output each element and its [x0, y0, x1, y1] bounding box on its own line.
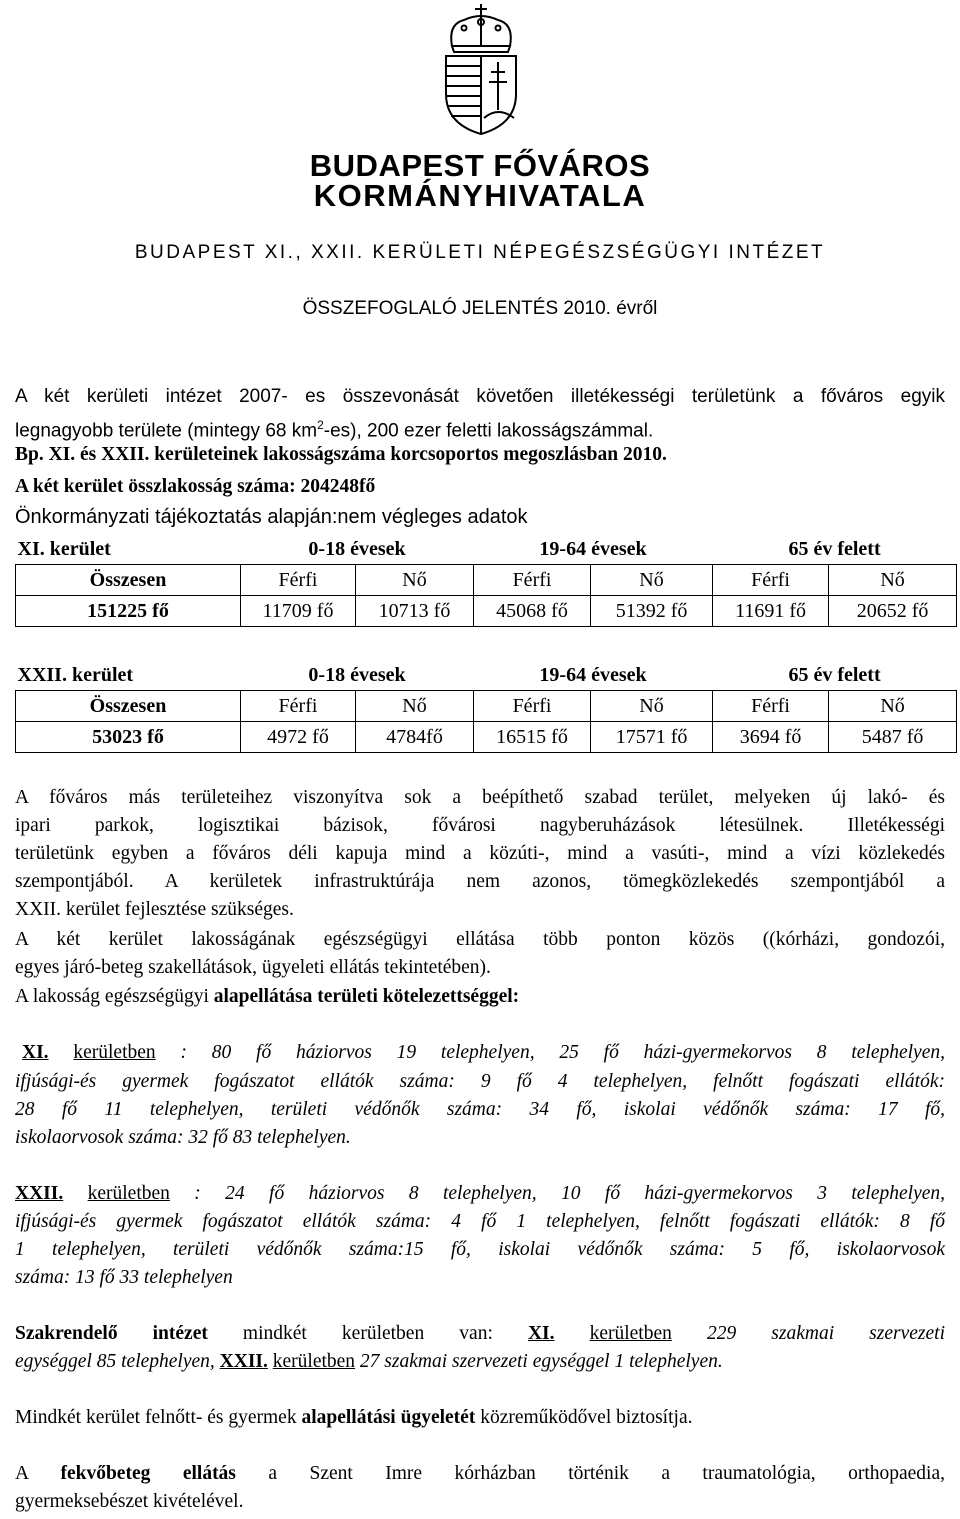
value-cell: 4784fő	[356, 722, 474, 753]
value-cell: 4972 fő	[241, 722, 356, 753]
value-cell: 10713 fő	[356, 596, 474, 627]
inpatient-line-2: gyermeksebészet kivételével.	[15, 1491, 244, 1512]
paragraph-line: egyes járó-beteg szakellátások, ügyeleti ellátás tekintetében).	[15, 957, 491, 978]
total-cell: 53023 fő	[16, 722, 241, 753]
primary-care-heading-a: A lakosság egészségügyi	[15, 986, 214, 1007]
superscript-2: 2	[317, 418, 324, 432]
total-label: Összesen	[16, 691, 241, 722]
table-header-row	[16, 534, 957, 565]
paragraph-line: A főváros más területeihez viszonyítva sok a beépíthető szabad terület, melyeken új lakó- és	[15, 787, 945, 808]
table-header-row	[16, 660, 957, 691]
report-title: ÖSSZEFOGLALÓ JELENTÉS 2010. évről	[302, 298, 658, 319]
paragraph-line: ipari parkok, logisztikai bázisok, fővárosi nagyberuházások létesülnek. Illetékességi	[15, 815, 945, 836]
value-cell: 51392 fő	[591, 596, 713, 627]
paragraph-line: szempontjából. A kerületek infrastruktúrája nem azonos, tömegközlekedés szempontjából a	[15, 871, 945, 892]
xxii-text: : 24 fő háziorvos 8 telephelyen, 10 fő házi-gyermekorvos 3 telephelyen,	[194, 1183, 945, 1204]
sex-header: Férfi	[713, 691, 829, 722]
sex-header: Nő	[829, 691, 957, 722]
age-group-header: 0-18 évesek	[241, 534, 474, 565]
outpatient-line-1	[15, 1320, 945, 1348]
inpatient-bold: fekvőbeteg ellátás	[60, 1463, 236, 1484]
org-name-line2: KORMÁNYHIVATALA	[313, 178, 647, 213]
sex-header: Nő	[591, 565, 713, 596]
xxii-district-link: kerületben	[272, 1351, 356, 1372]
xxii-line: 1 telephelyen, területi védőnők száma:15 fő, iskolai védőnők száma: 5 fő, iskolaorvosok	[15, 1239, 945, 1260]
population-heading: Bp. XI. és XXII. kerületeinek lakosságszáma korcsoportos megoszlásban 2010.	[15, 444, 667, 465]
outpatient-line-2	[15, 1348, 945, 1376]
xi-line: 28 fő 11 telephelyen, területi védőnők száma: 34 fő, iskolai védőnők száma: 17 fő,	[15, 1099, 945, 1120]
sex-header: Nő	[356, 565, 474, 596]
data-note: Önkormányzati tájékoztatás alapján:nem végleges adatok	[15, 506, 528, 528]
xi-label: XI.	[22, 1042, 49, 1063]
institute-title: BUDAPEST XI., XXII. KERÜLETI NÉPEGÉSZSÉGÜGYI INTÉZET	[134, 242, 826, 263]
district-label: XI. kerület	[16, 534, 241, 565]
age-group-header: 0-18 évesek	[241, 660, 474, 691]
value-cell: 17571 fő	[591, 722, 713, 753]
value-cell: 5487 fő	[829, 722, 957, 753]
inpatient-text: A	[15, 1463, 61, 1484]
xi-district-link: kerületben	[589, 1323, 672, 1344]
sex-header: Férfi	[241, 565, 356, 596]
age-group-header: 65 év felett	[713, 534, 957, 565]
paragraph-line: A két kerület lakosságának egészségügyi ellátása több ponton közös ((kórházi, gondozói,	[15, 929, 945, 950]
age-group-header: 65 év felett	[713, 660, 957, 691]
org-name-line1: BUDAPEST FŐVÁROS	[309, 148, 651, 183]
inpatient-text: a Szent Imre kórházban történik a traumatológia, orthopaedia,	[235, 1463, 945, 1484]
primary-care-heading	[15, 983, 945, 1011]
sex-header: Férfi	[241, 691, 356, 722]
xxii-line: száma: 13 fő 33 telephelyen	[15, 1267, 233, 1288]
xi-text: : 80 fő háziorvos 19 telephelyen, 25 fő házi-gyermekorvos 8 telephelyen,	[180, 1042, 945, 1063]
primary-care-heading-b: alapellátása területi kötelezettséggel:	[213, 986, 520, 1007]
on-call-line	[15, 1404, 945, 1432]
sex-header: Férfi	[713, 565, 829, 596]
coat-of-arms-logo	[438, 2, 524, 137]
value-cell: 45068 fő	[474, 596, 591, 627]
intro-line-2-a: legnagyobb területe (mintegy 68 km	[15, 420, 318, 442]
total-cell: 151225 fő	[16, 596, 241, 627]
table-row	[16, 722, 957, 753]
sex-header: Nő	[829, 565, 957, 596]
value-cell: 11709 fő	[241, 596, 356, 627]
sex-header: Nő	[356, 691, 474, 722]
xxii-district-link: kerületben	[87, 1183, 170, 1204]
xxii-line-1	[15, 1180, 945, 1208]
xi-line: ifjúsági-és gyermek fogászatot ellátók száma: 9 fő 4 telephelyen, felnőtt fogászati ellátók:	[15, 1071, 945, 1092]
xi-line: iskolaorvosok száma: 32 fő 83 telephelyen.	[15, 1127, 351, 1148]
xi-line-1	[15, 1039, 945, 1067]
outpatient-text: egységgel 85 telephelyen,	[15, 1351, 220, 1372]
district-label: XXII. kerület	[16, 660, 241, 691]
population-table-xxii	[15, 660, 957, 753]
total-label: Összesen	[16, 565, 241, 596]
xxii-line: ifjúsági-és gyermek fogászatot ellátók száma: 4 fő 1 telephelyen, felnőtt fogászati ellátók: 8 fő	[15, 1211, 945, 1232]
value-cell: 3694 fő	[713, 722, 829, 753]
outpatient-units: 27 szakmai szervezeti egységgel 1 telephelyen.	[355, 1351, 723, 1372]
intro-line-1: A két kerületi intézet 2007- es összevonását követően illetékességi területünk a főváros egyik	[15, 386, 945, 407]
value-cell: 16515 fő	[474, 722, 591, 753]
sex-header: Férfi	[474, 565, 591, 596]
value-cell: 20652 fő	[829, 596, 957, 627]
total-population: A két kerület összlakosság száma: 204248fő	[15, 476, 376, 497]
sex-header: Nő	[591, 691, 713, 722]
xxii-label: XXII.	[15, 1183, 64, 1204]
table-row	[16, 596, 957, 627]
on-call-text: közreműködővel biztosítja.	[475, 1407, 693, 1428]
xi-label: XI.	[527, 1323, 555, 1344]
age-group-header: 19-64 évesek	[474, 534, 713, 565]
outpatient-bold: Szakrendelő intézet	[15, 1323, 208, 1344]
table-subheader-row	[16, 565, 957, 596]
on-call-bold: alapellátási ügyeletét	[301, 1407, 476, 1428]
xi-district-link: kerületben	[73, 1042, 156, 1063]
paragraph-line: területünk egyben a főváros déli kapuja mind a közúti-, mind a vasúti-, mind a vízi közlekedés	[15, 843, 945, 864]
on-call-text: Mindkét kerület felnőtt- és gyermek	[15, 1407, 302, 1428]
paragraph-line: XXII. kerület fejlesztése szükséges.	[15, 899, 294, 920]
table-subheader-row	[16, 691, 957, 722]
outpatient-text: mindkét kerületben van:	[207, 1323, 528, 1344]
value-cell: 11691 fő	[713, 596, 829, 627]
outpatient-units: 229 szakmai szervezeti	[671, 1323, 945, 1344]
inpatient-line-1	[15, 1460, 945, 1488]
population-table-xi	[15, 534, 957, 627]
intro-line-2-b: -es), 200 ezer feletti lakosságszámmal.	[323, 420, 654, 442]
age-group-header: 19-64 évesek	[474, 660, 713, 691]
sex-header: Férfi	[474, 691, 591, 722]
xxii-label: XXII.	[219, 1351, 268, 1372]
